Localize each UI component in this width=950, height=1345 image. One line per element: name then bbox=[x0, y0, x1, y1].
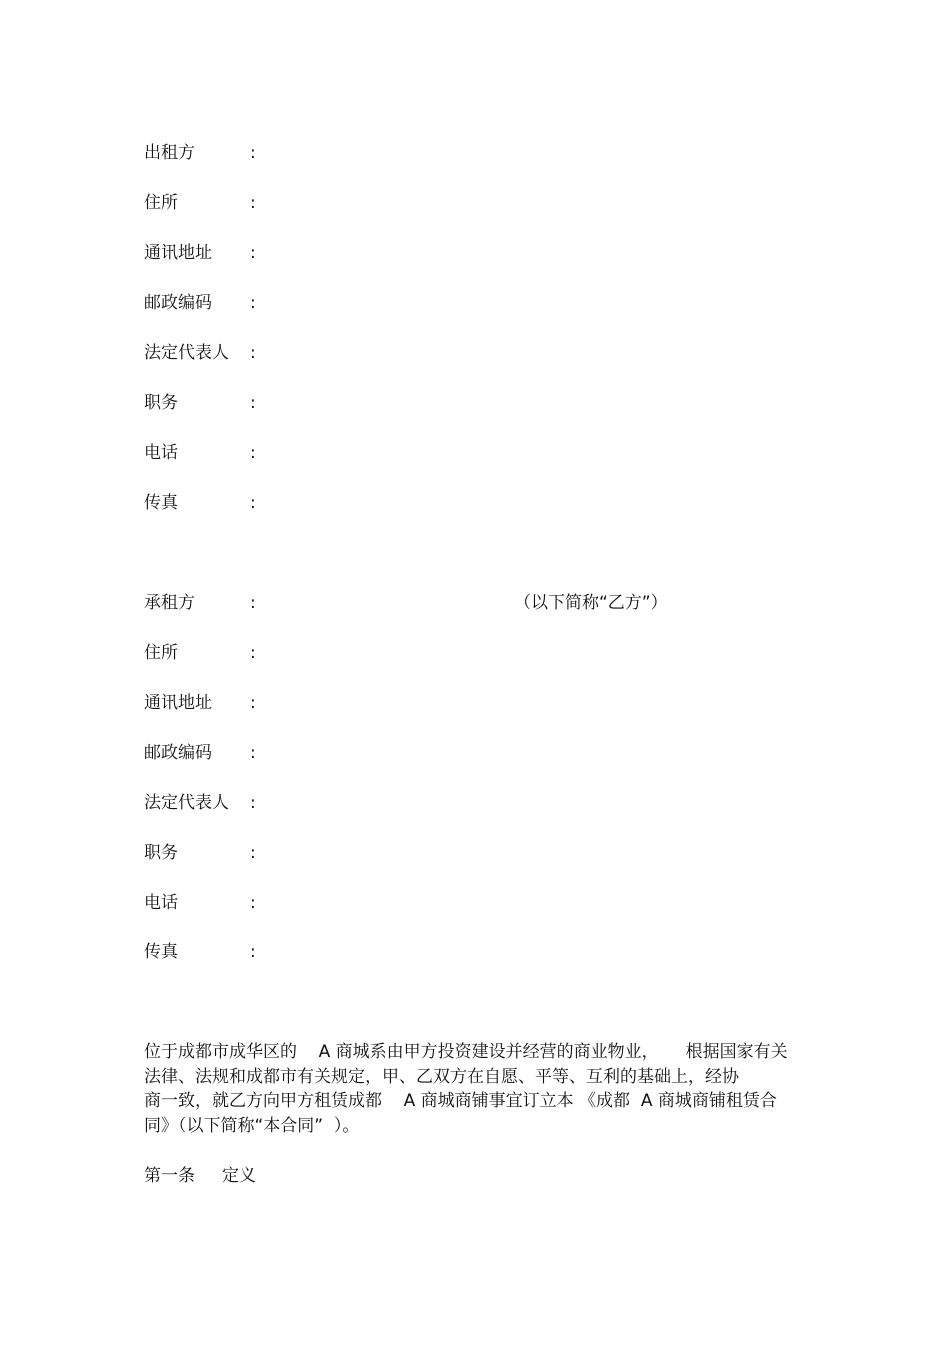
lessee-abbreviation-note: （以下简称“乙方”） bbox=[514, 593, 668, 613]
preamble-line: 法律、法规和成都市有关规定，甲、乙双方在自愿、平等、互利的基础上，经协 bbox=[144, 1066, 739, 1087]
field-label: 邮政编码 bbox=[144, 743, 212, 763]
field-label: 通讯地址 bbox=[144, 693, 212, 713]
field-colon: : bbox=[250, 443, 256, 463]
field-colon: : bbox=[250, 193, 256, 213]
field-label: 法定代表人 bbox=[144, 343, 229, 363]
field-label: 邮政编码 bbox=[144, 293, 212, 313]
field-label: 传真 bbox=[144, 493, 178, 513]
field-colon: : bbox=[250, 293, 256, 313]
field-label: 电话 bbox=[144, 893, 178, 913]
contract-preamble bbox=[144, 1040, 809, 1138]
field-label: 出租方 bbox=[144, 143, 195, 163]
field-label: 电话 bbox=[144, 443, 178, 463]
field-label: 住所 bbox=[144, 643, 178, 663]
field-colon: : bbox=[250, 143, 256, 163]
field-colon: : bbox=[250, 243, 256, 263]
field-colon: : bbox=[250, 343, 256, 363]
field-label: 承租方 bbox=[144, 593, 195, 613]
field-colon: : bbox=[250, 793, 256, 813]
field-label: 住所 bbox=[144, 193, 178, 213]
field-label: 职务 bbox=[144, 393, 178, 413]
field-colon: : bbox=[250, 893, 256, 913]
preamble-line: 位于成都市成华区的 A 商城系由甲方投资建设并经营的商业物业， 根据国家有关 bbox=[144, 1042, 788, 1062]
field-colon: : bbox=[250, 393, 256, 413]
field-colon: : bbox=[250, 593, 256, 613]
field-colon: : bbox=[250, 743, 256, 763]
field-colon: : bbox=[250, 643, 256, 663]
field-colon: : bbox=[250, 843, 256, 863]
field-colon: : bbox=[250, 942, 256, 962]
field-label: 法定代表人 bbox=[144, 793, 229, 813]
preamble-line: 商一致，就乙方向甲方租赁成都 A 商城商铺事宜订立本 《成都 A 商城商铺租赁合 bbox=[144, 1091, 777, 1111]
field-label: 职务 bbox=[144, 843, 178, 863]
field-label: 通讯地址 bbox=[144, 243, 212, 263]
preamble-line: 同》（以下简称“本合同” ）。 bbox=[144, 1115, 360, 1136]
field-label: 传真 bbox=[144, 942, 178, 962]
article-1-heading: 第一条 定义 bbox=[144, 1166, 257, 1186]
field-colon: : bbox=[250, 493, 256, 513]
field-colon: : bbox=[250, 693, 256, 713]
